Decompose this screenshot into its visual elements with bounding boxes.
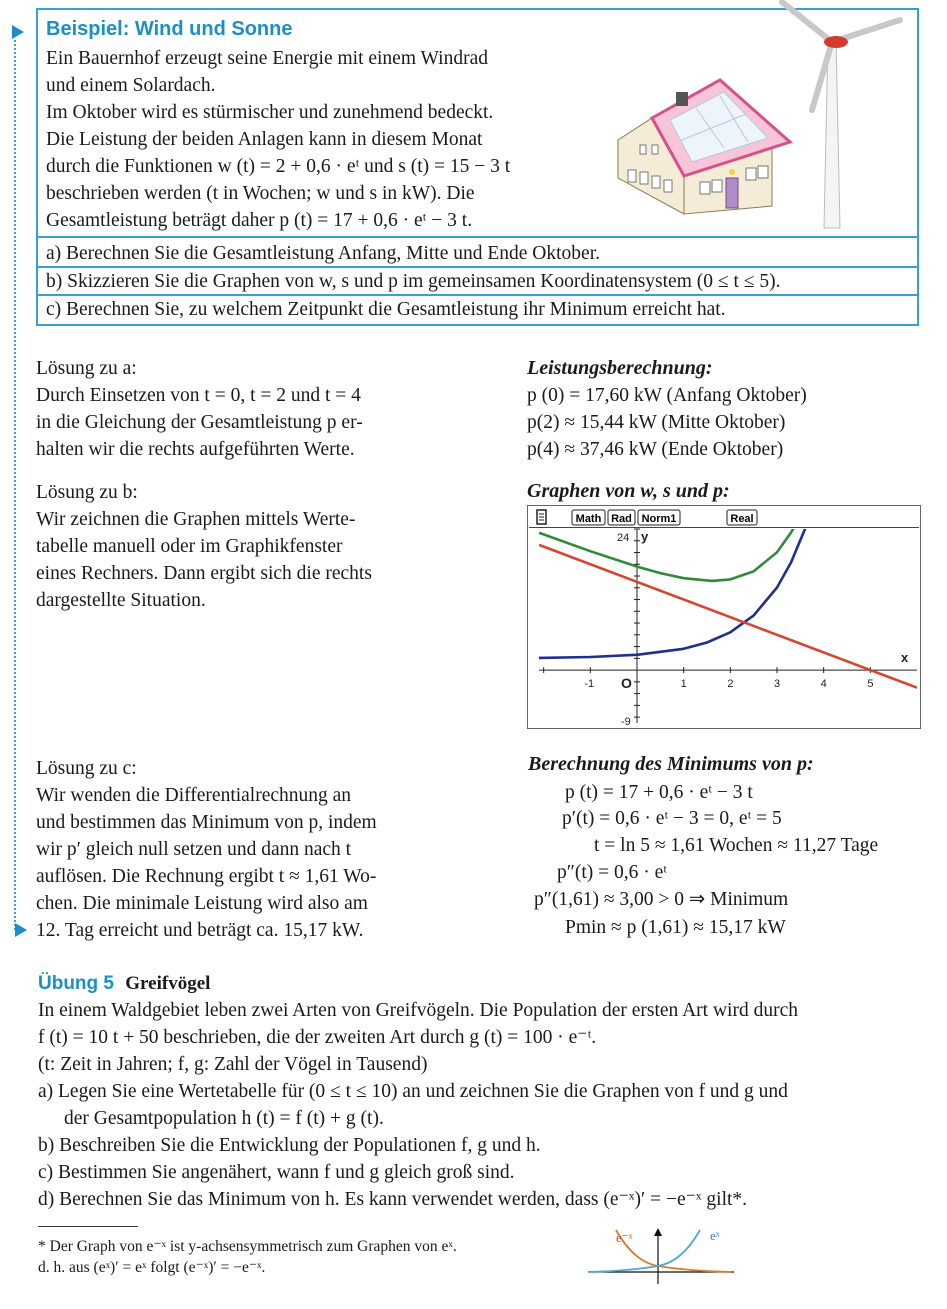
example-heading: Beispiel: Wind und Sonne: [46, 18, 293, 40]
solution-c-line: Wir wenden die Differentialrechnung an: [36, 785, 352, 806]
solution-c-line: 12. Tag erreicht und beträgt ca. 15,17 kW.: [36, 920, 364, 941]
exercise-task: d) Berechnen Sie das Minimum von h. Es kann verwendet werden, dass (e⁻ˣ)′ = −e⁻ˣ gilt*.: [38, 1189, 748, 1210]
label-e-x: eˣ: [710, 1228, 720, 1243]
exercise-line: f (t) = 10 t + 50 beschrieben, die der zweiten Art durch g (t) = 100 · e⁻ᵗ.: [38, 1027, 597, 1048]
solution-b-line: eines Rechners. Dann ergibt sich die rechts: [36, 563, 372, 584]
intro-line: Ein Bauernhof erzeugt seine Energie mit einem Windrad: [46, 48, 488, 69]
x-tick-label: 2: [727, 678, 734, 691]
solution-a-line: in die Gleichung der Gesamtleistung p er-: [36, 412, 363, 433]
power-value: p(4) ≈ 37,46 kW (Ende Oktober): [527, 439, 784, 460]
solution-b-line: tabelle manuell oder im Graphikfenster: [36, 536, 343, 557]
intro-line: und einem Solardach.: [46, 75, 216, 96]
solution-a-heading: Lösung zu a:: [36, 358, 137, 379]
min-calc-line: p″(t) = 0,6 · eᵗ: [557, 862, 668, 883]
solution-c-line: auflösen. Die Rechnung ergibt t ≈ 1,61 Wo-: [36, 866, 377, 887]
exercise-line: (t: Zeit in Jahren; f, g: Zahl der Vögel in Tausend): [38, 1054, 428, 1075]
intro-line: durch die Funktionen w (t) = 2 + 0,6 · eᵗ und s (t) = 15 − 3 t: [46, 156, 511, 177]
chimney: [676, 92, 688, 106]
x-tick-label: 5: [867, 678, 874, 691]
calculator-screen: [527, 505, 921, 729]
exercise-heading: [38, 973, 210, 995]
min-calc-line: p″(1,61) ≈ 3,00 > 0 ⇒ Minimum: [534, 889, 789, 910]
y-axis-label: y: [641, 529, 649, 544]
min-calc-line: t = ln 5 ≈ 1,61 Wochen ≈ 11,27 Tage: [594, 835, 879, 856]
exp-mini-graph: [588, 1226, 738, 1288]
intro-line: Die Leistung der beiden Anlagen kann in diesem Monat: [46, 129, 483, 150]
x-tick-label: -1: [584, 678, 595, 691]
exercise-line: In einem Waldgebiet leben zwei Arten von Greifvögeln. Die Population der ersten Art wird durch: [38, 1000, 798, 1021]
graph-title: Graphen von w, s und p:: [527, 480, 730, 502]
status-math: Math: [575, 513, 602, 525]
solution-a-line: Durch Einsetzen von t = 0, t = 2 und t = 4: [36, 385, 361, 406]
solution-a-right: [527, 355, 807, 463]
power-value: p(2) ≈ 15,44 kW (Mitte Oktober): [527, 412, 786, 433]
x-tick-label: 4: [820, 678, 827, 691]
solution-c-text: [36, 755, 377, 944]
footnote: [38, 1236, 457, 1278]
margin-dotted-line: [14, 40, 16, 930]
solution-c-heading: Lösung zu c:: [36, 758, 137, 779]
solution-c-line: wir p′ gleich null setzen und dann nach t: [36, 839, 352, 860]
status-norm: Norm1: [641, 513, 677, 525]
solution-a-line: halten wir die rechts aufgeführten Werte.: [36, 439, 355, 460]
solution-b-heading: Lösung zu b:: [36, 482, 138, 503]
min-calc-line: Pmin ≈ p (1,61) ≈ 15,17 kW: [565, 917, 786, 938]
exercise-text: [38, 997, 798, 1213]
turbine-blade: [782, 2, 832, 42]
intro-line: Im Oktober wird es stürmischer und zunehmend bedeckt.: [46, 102, 494, 123]
section-marker-bottom: [15, 923, 27, 937]
exercise-number: Übung 5: [38, 973, 114, 994]
min-calc-line: p′(t) = 0,6 · eᵗ − 3 = 0, eᵗ = 5: [562, 808, 782, 829]
farm-illustration: [600, 0, 940, 230]
power-value: p (0) = 17,60 kW (Anfang Oktober): [527, 385, 807, 406]
e-x-curve: [588, 1230, 700, 1272]
footnote-line: d. h. aus (eˣ)′ = eˣ folgt (e⁻ˣ)′ = −e⁻ˣ.: [38, 1259, 266, 1276]
solution-a-text: [36, 355, 363, 463]
footnote-rule: [38, 1226, 138, 1227]
exercise-task: c) Bestimmen Sie angenähert, wann f und g gleich groß sind.: [38, 1162, 515, 1183]
solution-c-line: chen. Die minimale Leistung wird also am: [36, 893, 368, 914]
turbine-nacelle: [824, 36, 848, 48]
exercise-title: Greifvögel: [125, 973, 211, 994]
box-separator-1: [36, 236, 919, 238]
footnote-line: * Der Graph von e⁻ˣ ist y-achsensymmetrisch zum Graphen von eˣ.: [38, 1238, 457, 1255]
exercise-task-cont: der Gesamtpopulation h (t) = f (t) + g (t).: [64, 1108, 384, 1129]
label-e-minus-x: e⁻ˣ: [616, 1230, 633, 1245]
screen-frame: [528, 506, 921, 729]
task-c: c) Berechnen Sie, zu welchem Zeitpunkt die Gesamtleistung ihr Minimum erreicht hat.: [46, 299, 726, 320]
intro-line: beschrieben werden (t in Wochen; w und s in kW). Die: [46, 183, 475, 204]
origin-label: O: [621, 675, 632, 692]
x-axis-label: x: [901, 650, 909, 666]
task-a: a) Berechnen Sie die Gesamtleistung Anfang, Mitte und Ende Oktober.: [46, 243, 600, 264]
house-door: [726, 178, 738, 208]
intro-line: Gesamtleistung beträgt daher p (t) = 17 + 0,6 · eᵗ − 3 t.: [46, 210, 473, 231]
x-tick-label: 3: [774, 678, 781, 691]
task-b: b) Skizzieren Sie die Graphen von w, s und p im gemeinsamen Koordinatensystem (0 ≤ t ≤ 5).: [46, 271, 781, 292]
power-calc-title: Leistungsberechnung:: [527, 357, 713, 379]
status-real: Real: [730, 513, 754, 525]
min-calc-line: p (t) = 17 + 0,6 · eᵗ − 3 t: [565, 782, 753, 803]
section-marker-top: [12, 25, 24, 39]
exercise-task: b) Beschreiben Sie die Entwicklung der Populationen f, g und h.: [38, 1135, 541, 1156]
y-min-label: -9: [621, 716, 631, 728]
x-tick-label: 1: [680, 678, 687, 691]
status-bar: [572, 510, 757, 525]
status-rad: Rad: [611, 513, 632, 525]
solution-b-text: [36, 479, 372, 614]
exercise-task: a) Legen Sie eine Wertetabelle für (0 ≤ t ≤ 10) an und zeichnen Sie die Graphen von f und g und: [38, 1081, 788, 1102]
solution-b-line: dargestellte Situation.: [36, 590, 206, 611]
solution-b-line: Wir zeichnen die Graphen mittels Werte-: [36, 509, 356, 530]
solution-c-line: und bestimmen das Minimum von p, indem: [36, 812, 377, 833]
example-intro: [46, 45, 510, 234]
minimum-title: Berechnung des Minimums von p:: [528, 753, 814, 775]
y-max-label: 24: [617, 532, 630, 544]
